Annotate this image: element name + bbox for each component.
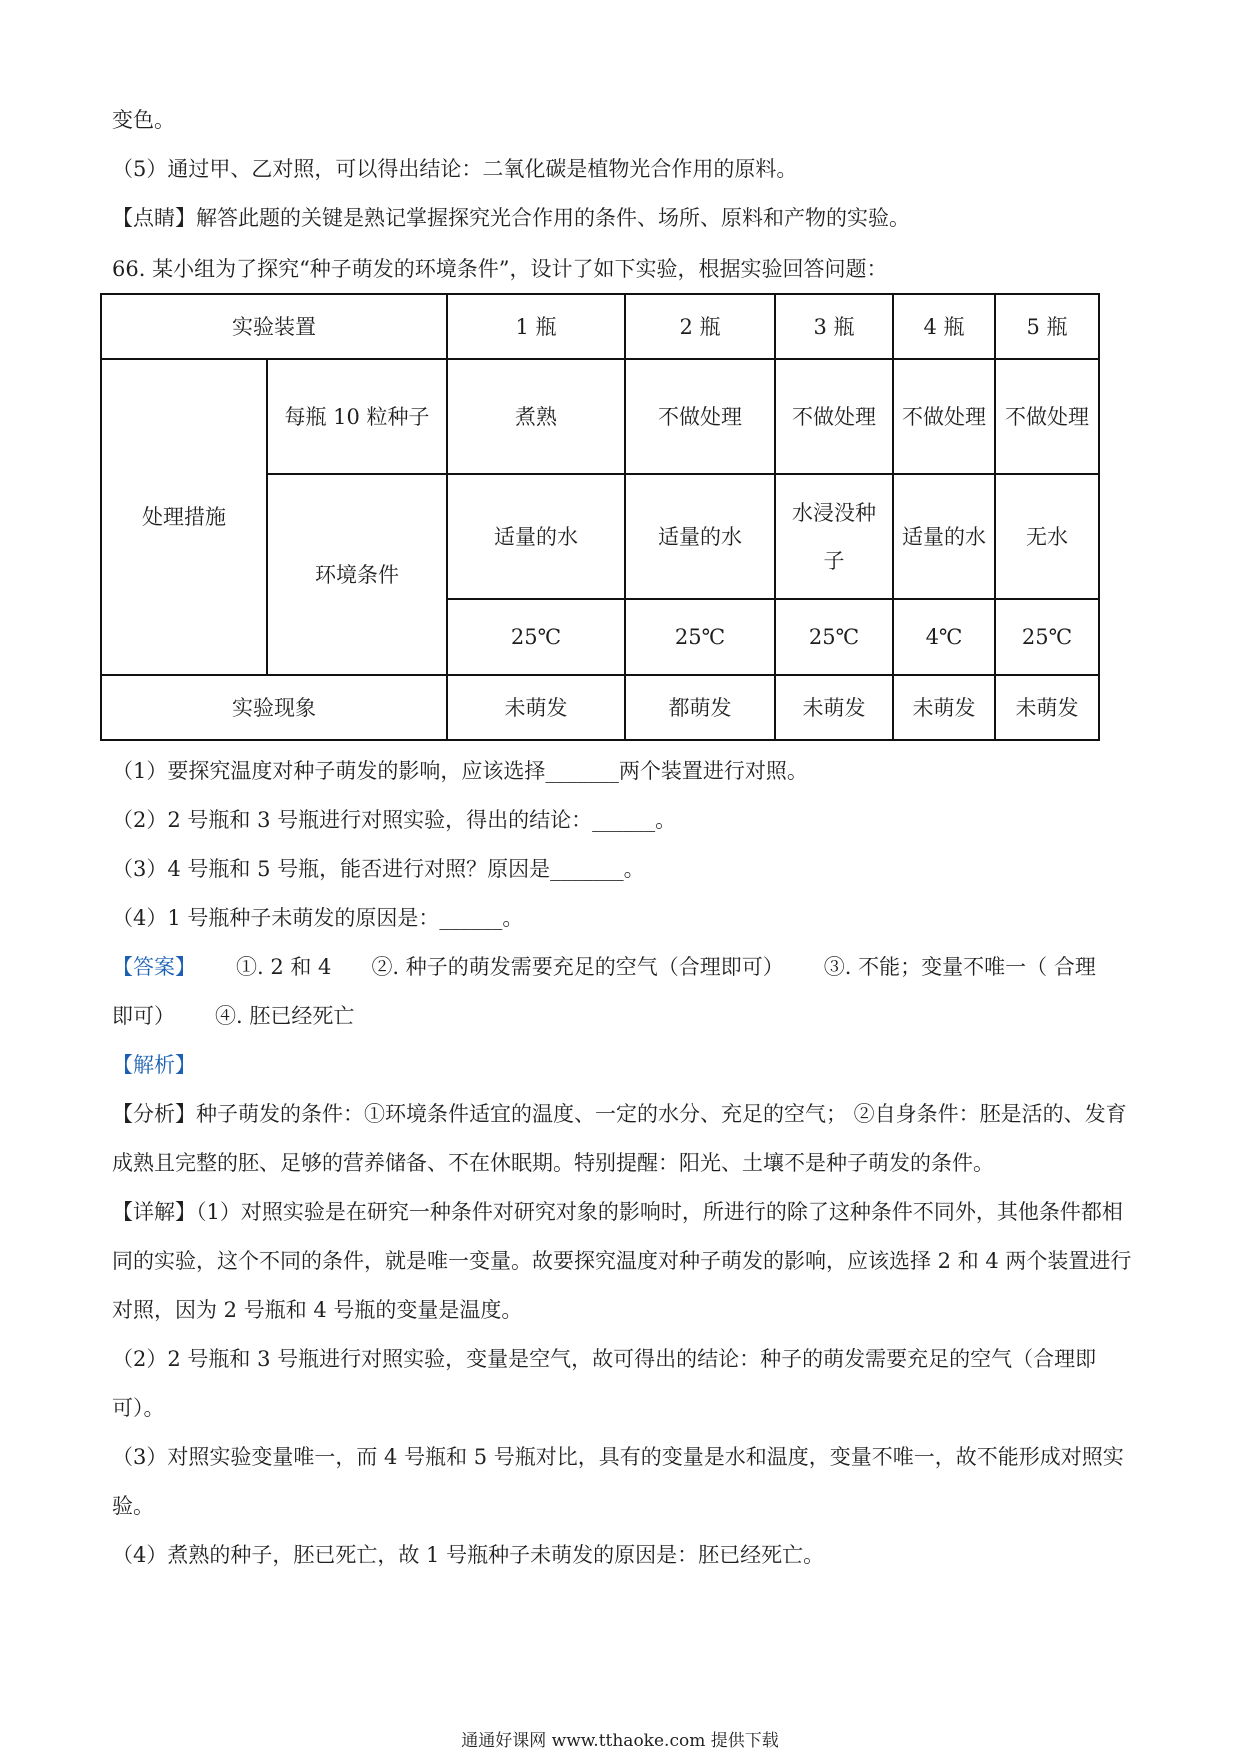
answer-item-3-cont: 即可） bbox=[112, 1004, 175, 1028]
env-label: 环境条件 bbox=[267, 474, 447, 675]
answer-item-4: ④. 胚已经死亡 bbox=[215, 1004, 355, 1028]
header-bottle-5: 5 瓶 bbox=[995, 294, 1099, 359]
detail-paragraph-3: （3）对照实验变量唯一，而 4 号瓶和 5 号瓶对比，具有的变量是水和温度，变量不唯一，故不能形成对照实验。 bbox=[112, 1445, 1124, 1518]
xiangjie-paragraph bbox=[112, 1188, 1138, 1335]
result-cell-5: 未萌发 bbox=[995, 675, 1099, 740]
text-line: （5）通过甲、乙对照，可以得出结论：二氧化碳是植物光合作用的原料。 bbox=[112, 157, 798, 181]
temp-cell-5: 25℃ bbox=[995, 599, 1099, 675]
text-line: 变色。 bbox=[112, 108, 175, 132]
header-bottle-2: 2 瓶 bbox=[625, 294, 775, 359]
page-footer: 通通好课网 www.tthaoke.com 提供下载 bbox=[461, 1731, 779, 1751]
answer-paragraph bbox=[112, 943, 1138, 1041]
document-body bbox=[112, 96, 1138, 1580]
seed-cell-1: 煮熟 bbox=[447, 359, 625, 474]
seed-cell-2: 不做处理 bbox=[625, 359, 775, 474]
detail-paragraph-2: （2）2 号瓶和 3 号瓶进行对照实验，变量是空气，故可得出的结论：种子的萌发需要充足的空气（合理即可）。 bbox=[112, 1347, 1097, 1420]
jiexi-tag: 【解析】 bbox=[112, 1053, 196, 1077]
sub-question-1: （1）要探究温度对种子萌发的影响，应该选择_______两个装置进行对照。 bbox=[112, 759, 808, 783]
answer-item-1: ①. 2 和 4 bbox=[236, 955, 332, 979]
sub-question-2: （2）2 号瓶和 3 号瓶进行对照实验，得出的结论：______。 bbox=[112, 808, 677, 832]
answer-item-3: ③. 不能；变量不唯一（ 合理 bbox=[823, 955, 1096, 979]
water-cell-2: 适量的水 bbox=[625, 474, 775, 599]
temp-cell-4: 4℃ bbox=[893, 599, 995, 675]
group-label-treatment: 处理措施 bbox=[101, 359, 267, 675]
header-apparatus: 实验装置 bbox=[101, 294, 447, 359]
temp-cell-2: 25℃ bbox=[625, 599, 775, 675]
result-cell-3: 未萌发 bbox=[775, 675, 893, 740]
seed-cell-5: 不做处理 bbox=[995, 359, 1099, 474]
experiment-table bbox=[100, 293, 1100, 741]
header-bottle-1: 1 瓶 bbox=[447, 294, 625, 359]
xiangjie-tag: 【详解】 bbox=[112, 1200, 196, 1224]
table-row-result bbox=[101, 675, 1099, 740]
answer-item-2: ②. 种子的萌发需要充足的空气（合理即可） bbox=[371, 955, 784, 979]
dianjing-paragraph bbox=[112, 194, 1138, 243]
fenxi-tag: 【分析】 bbox=[112, 1102, 196, 1126]
dianjing-text: 解答此题的关键是熟记掌握探究光合作用的条件、场所、原料和产物的实验。 bbox=[196, 206, 910, 230]
water-cell-3: 水浸没种子 bbox=[775, 474, 893, 599]
seed-cell-3: 不做处理 bbox=[775, 359, 893, 474]
sub-question-4: （4）1 号瓶种子未萌发的原因是：______。 bbox=[112, 906, 524, 930]
seed-label: 每瓶 10 粒种子 bbox=[267, 359, 447, 474]
table-header-row bbox=[101, 294, 1099, 359]
result-cell-2: 都萌发 bbox=[625, 675, 775, 740]
result-label: 实验现象 bbox=[101, 675, 447, 740]
fenxi-text: 种子萌发的条件：①环境条件适宜的温度、一定的水分、充足的空气； ②自身条件：胚是活的、发育成熟且完整的胚、足够的营养储备、不在休眠期。特别提醒：阳光、土壤不是种子萌发的条件。 bbox=[112, 1102, 1127, 1175]
dianjing-tag: 【点睛】 bbox=[112, 206, 196, 230]
water-cell-4: 适量的水 bbox=[893, 474, 995, 599]
xiangjie-text: （1）对照实验是在研究一种条件对研究对象的影响时，所进行的除了这种条件不同外，其他条件都相同的实验，这个不同的条件，就是唯一变量。故要探究温度对种子萌发的影响，应该选择 2 和 4 两个装置进行对照，因为 2 号瓶和 4 号瓶的变量是温度。 bbox=[112, 1200, 1132, 1322]
table-row-seeds bbox=[101, 359, 1099, 474]
answer-tag: 【答案】 bbox=[112, 955, 196, 979]
detail-paragraph-4: （4）煮熟的种子，胚已死亡，故 1 号瓶种子未萌发的原因是：胚已经死亡。 bbox=[112, 1543, 825, 1567]
temp-cell-1: 25℃ bbox=[447, 599, 625, 675]
result-cell-1: 未萌发 bbox=[447, 675, 625, 740]
header-bottle-4: 4 瓶 bbox=[893, 294, 995, 359]
water-cell-1: 适量的水 bbox=[447, 474, 625, 599]
question-stem: 66. 某小组为了探究“种子萌发的环境条件”，设计了如下实验，根据实验回答问题： bbox=[112, 257, 888, 281]
water-cell-5: 无水 bbox=[995, 474, 1099, 599]
header-bottle-3: 3 瓶 bbox=[775, 294, 893, 359]
seed-cell-4: 不做处理 bbox=[893, 359, 995, 474]
sub-question-3: （3）4 号瓶和 5 号瓶，能否进行对照？原因是_______。 bbox=[112, 857, 645, 881]
result-cell-4: 未萌发 bbox=[893, 675, 995, 740]
fenxi-paragraph bbox=[112, 1090, 1138, 1188]
temp-cell-3: 25℃ bbox=[775, 599, 893, 675]
